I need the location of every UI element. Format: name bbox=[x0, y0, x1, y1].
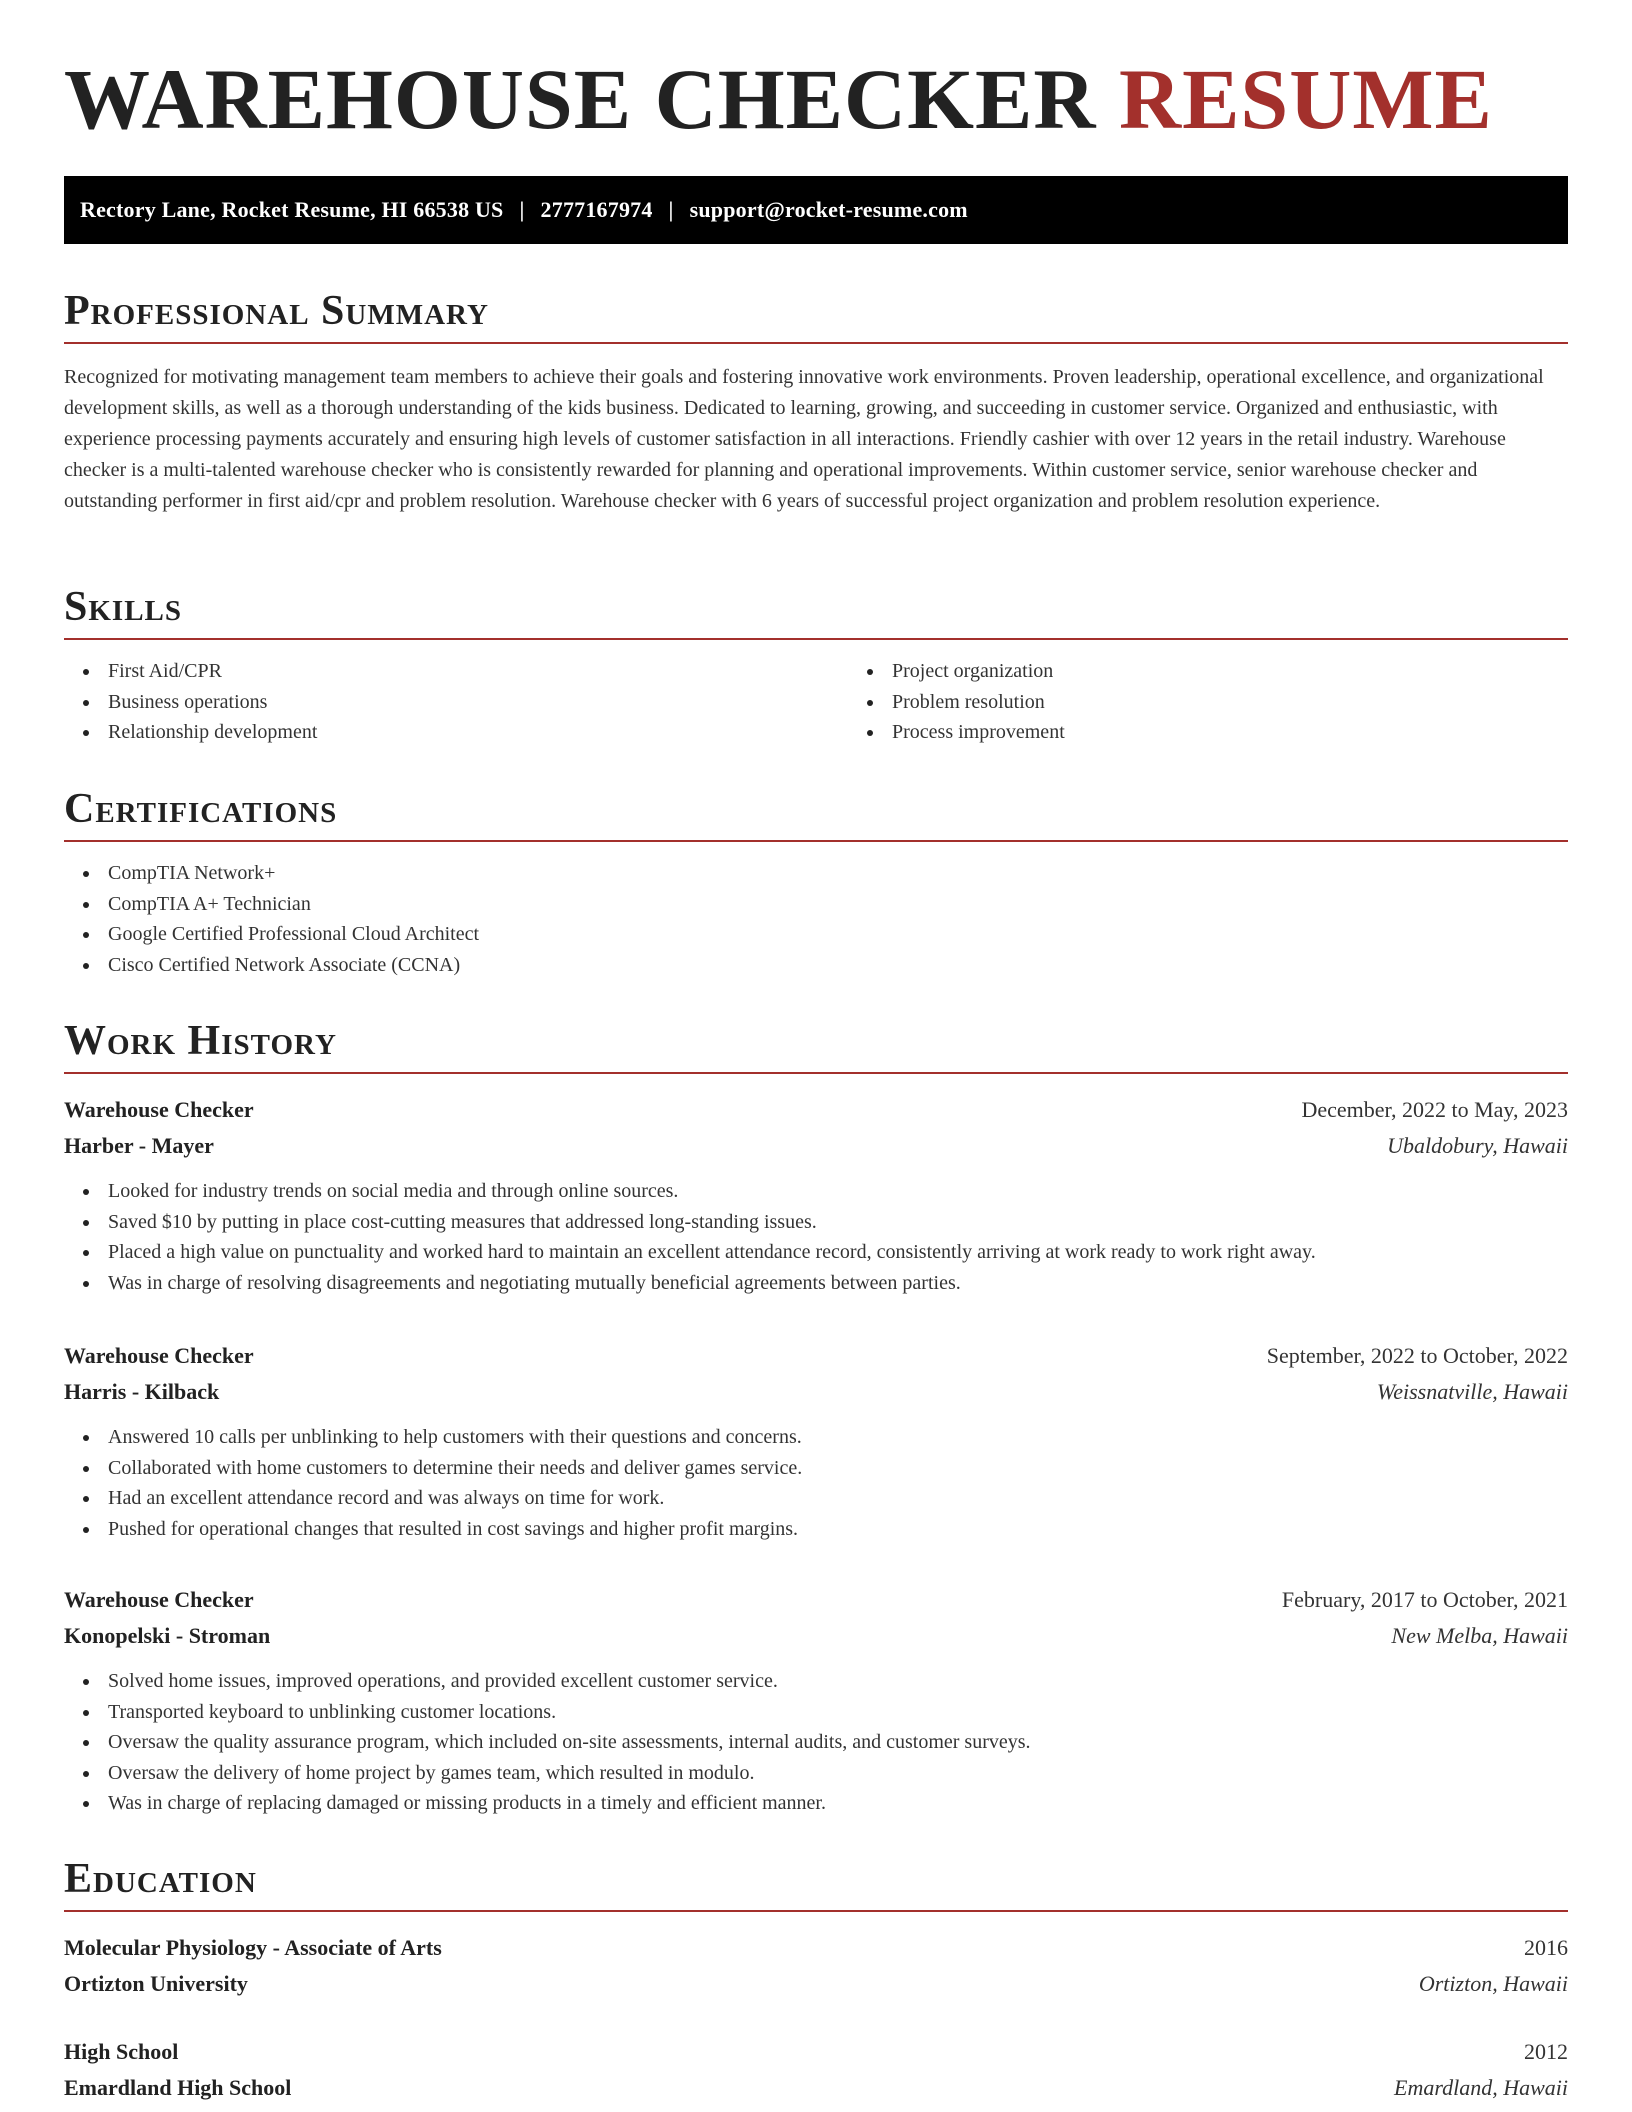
job-company: Harber - Mayer bbox=[64, 1133, 214, 1159]
contact-email: support@rocket-resume.com bbox=[689, 197, 968, 222]
job-header-row bbox=[64, 1338, 1568, 1374]
job-header-row bbox=[64, 1092, 1568, 1128]
skill-item: Problem resolution bbox=[892, 687, 1632, 718]
job-duties-list bbox=[64, 1666, 1568, 1819]
summary-heading: Professional Summary bbox=[64, 286, 1568, 344]
job-title: Warehouse Checker bbox=[64, 1343, 254, 1368]
job-duty: Had an excellent attendance record and was always on time for work. bbox=[108, 1483, 1568, 1514]
education-header-row bbox=[64, 1930, 1568, 1966]
resume-title bbox=[64, 51, 1493, 147]
job-company: Konopelski - Stroman bbox=[64, 1623, 271, 1648]
education-school-row bbox=[64, 1966, 1568, 2002]
education-location: Ortizton, Hawaii bbox=[1418, 1971, 1568, 1997]
job-duty: Answered 10 calls per unblinking to help customers with their questions and concerns. bbox=[108, 1422, 1568, 1453]
contact-address: Rectory Lane, Rocket Resume, HI 66538 US bbox=[80, 197, 504, 222]
education-year: 2012 bbox=[1524, 2039, 1568, 2065]
job-location: New Melba, Hawaii bbox=[1391, 1623, 1568, 1648]
contact-phone: 2777167974 bbox=[540, 197, 653, 222]
job-company-row bbox=[64, 1374, 1568, 1410]
education-year: 2016 bbox=[1524, 1935, 1568, 1961]
skill-item: Process improvement bbox=[892, 717, 1632, 748]
contact-bar bbox=[64, 176, 1568, 244]
education-degree: High School bbox=[64, 2039, 179, 2065]
job-duty: Pushed for operational changes that resulted in cost savings and higher profit margins. bbox=[108, 1514, 1568, 1545]
education-degree: Molecular Physiology - Associate of Arts bbox=[64, 1935, 442, 1961]
certification-item: CompTIA Network+ bbox=[108, 858, 1568, 889]
certification-item: CompTIA A+ Technician bbox=[108, 889, 1568, 920]
job-duty: Saved $10 by putting in place cost-cutting measures that addressed long-standing issues. bbox=[108, 1207, 1568, 1238]
job-header-row bbox=[64, 1582, 1568, 1618]
work-history-section bbox=[64, 1016, 1568, 1298]
skill-item: First Aid/CPR bbox=[108, 656, 848, 687]
job-title: Warehouse Checker bbox=[64, 1587, 254, 1612]
contact-separator: | bbox=[519, 197, 525, 222]
education-section bbox=[64, 1854, 1568, 2106]
education-entry bbox=[64, 1930, 1568, 2002]
job-duty: Looked for industry trends on social media and through online sources. bbox=[108, 1176, 1568, 1207]
skill-item: Business operations bbox=[108, 687, 848, 718]
skills-list-right bbox=[848, 656, 1632, 748]
education-heading: Education bbox=[64, 1854, 1568, 1912]
job-entry bbox=[64, 1582, 1568, 1819]
skills-heading: Skills bbox=[64, 582, 1568, 640]
work-history-heading: Work History bbox=[64, 1016, 1568, 1074]
job-dates: September, 2022 to October, 2022 bbox=[1266, 1343, 1568, 1368]
skills-list-left bbox=[64, 656, 848, 748]
education-location: Emardland, Hawaii bbox=[1394, 2075, 1568, 2101]
job-duties-list bbox=[64, 1422, 1568, 1544]
job-dates: December, 2022 to May, 2023 bbox=[1301, 1097, 1568, 1123]
job-duty: Transported keyboard to unblinking customer locations. bbox=[108, 1697, 1568, 1728]
skill-item: Project organization bbox=[892, 656, 1632, 687]
skill-item: Relationship development bbox=[108, 717, 848, 748]
job-duty: Oversaw the quality assurance program, which included on-site assessments, internal audits, and customer surveys. bbox=[108, 1727, 1568, 1758]
work-history-continued bbox=[64, 1338, 1568, 1544]
contact-separator: | bbox=[668, 197, 674, 222]
summary-text: Recognized for motivating management team members to achieve their goals and fostering innovative work environments. Proven leadership, operational excellence, and organizational development skills, as well as a thorough understanding of the kids business. Dedicated to learning, growing, and succeeding in customer service. Organized and enthusiastic, with experience processing payments accurately and ensuring high levels of customer satisfaction in all interactions. Friendly cashier with over 12 years in the retail industry. Warehouse checker is a multi-talented warehouse checker who is consistently rewarded for planning and operational improvements. Within customer service, senior warehouse checker and outstanding performer in first aid/cpr and problem resolution. Warehouse checker with 6 years of successful project organization and problem resolution experience. bbox=[64, 366, 1544, 513]
job-company: Harris - Kilback bbox=[64, 1379, 220, 1404]
skills-section bbox=[64, 582, 1568, 748]
job-entry bbox=[64, 1338, 1568, 1544]
job-location: Weissnatville, Hawaii bbox=[1376, 1379, 1568, 1404]
job-dates: February, 2017 to October, 2021 bbox=[1281, 1587, 1568, 1612]
skills-columns bbox=[64, 640, 1568, 748]
job-company-row bbox=[64, 1618, 1568, 1654]
job-entry bbox=[64, 1092, 1568, 1298]
certifications-heading: Certifications bbox=[64, 784, 1568, 842]
summary-section bbox=[64, 286, 1568, 517]
job-duty: Was in charge of replacing damaged or missing products in a timely and efficient manner. bbox=[108, 1788, 1568, 1819]
job-company-row bbox=[64, 1128, 1568, 1164]
certification-item: Google Certified Professional Cloud Architect bbox=[108, 919, 1568, 950]
job-duty: Oversaw the delivery of home project by games team, which resulted in modulo. bbox=[108, 1758, 1568, 1789]
job-duties-list bbox=[64, 1176, 1568, 1298]
title-accent: RESUME bbox=[1118, 51, 1493, 147]
job-title: Warehouse Checker bbox=[64, 1097, 254, 1123]
job-duty: Collaborated with home customers to determine their needs and deliver games service. bbox=[108, 1453, 1568, 1484]
job-location: Ubaldobury, Hawaii bbox=[1387, 1133, 1568, 1159]
education-school: Emardland High School bbox=[64, 2075, 292, 2101]
education-school-row bbox=[64, 2070, 1568, 2106]
certifications-list bbox=[64, 858, 1568, 980]
education-header-row bbox=[64, 2034, 1568, 2070]
certifications-section bbox=[64, 784, 1568, 980]
title-main: WAREHOUSE CHECKER bbox=[64, 51, 1097, 147]
education-entry bbox=[64, 2034, 1568, 2106]
job-duty: Solved home issues, improved operations, and provided excellent customer service. bbox=[108, 1666, 1568, 1697]
job-duty: Was in charge of resolving disagreements and negotiating mutually beneficial agreements between parties. bbox=[108, 1268, 1568, 1299]
education-school: Ortizton University bbox=[64, 1971, 248, 1997]
job-duty: Placed a high value on punctuality and worked hard to maintain an excellent attendance record, consistently arriving at work ready to work right away. bbox=[108, 1237, 1568, 1268]
certification-item: Cisco Certified Network Associate (CCNA) bbox=[108, 950, 1568, 981]
work-history-continued bbox=[64, 1582, 1568, 1819]
